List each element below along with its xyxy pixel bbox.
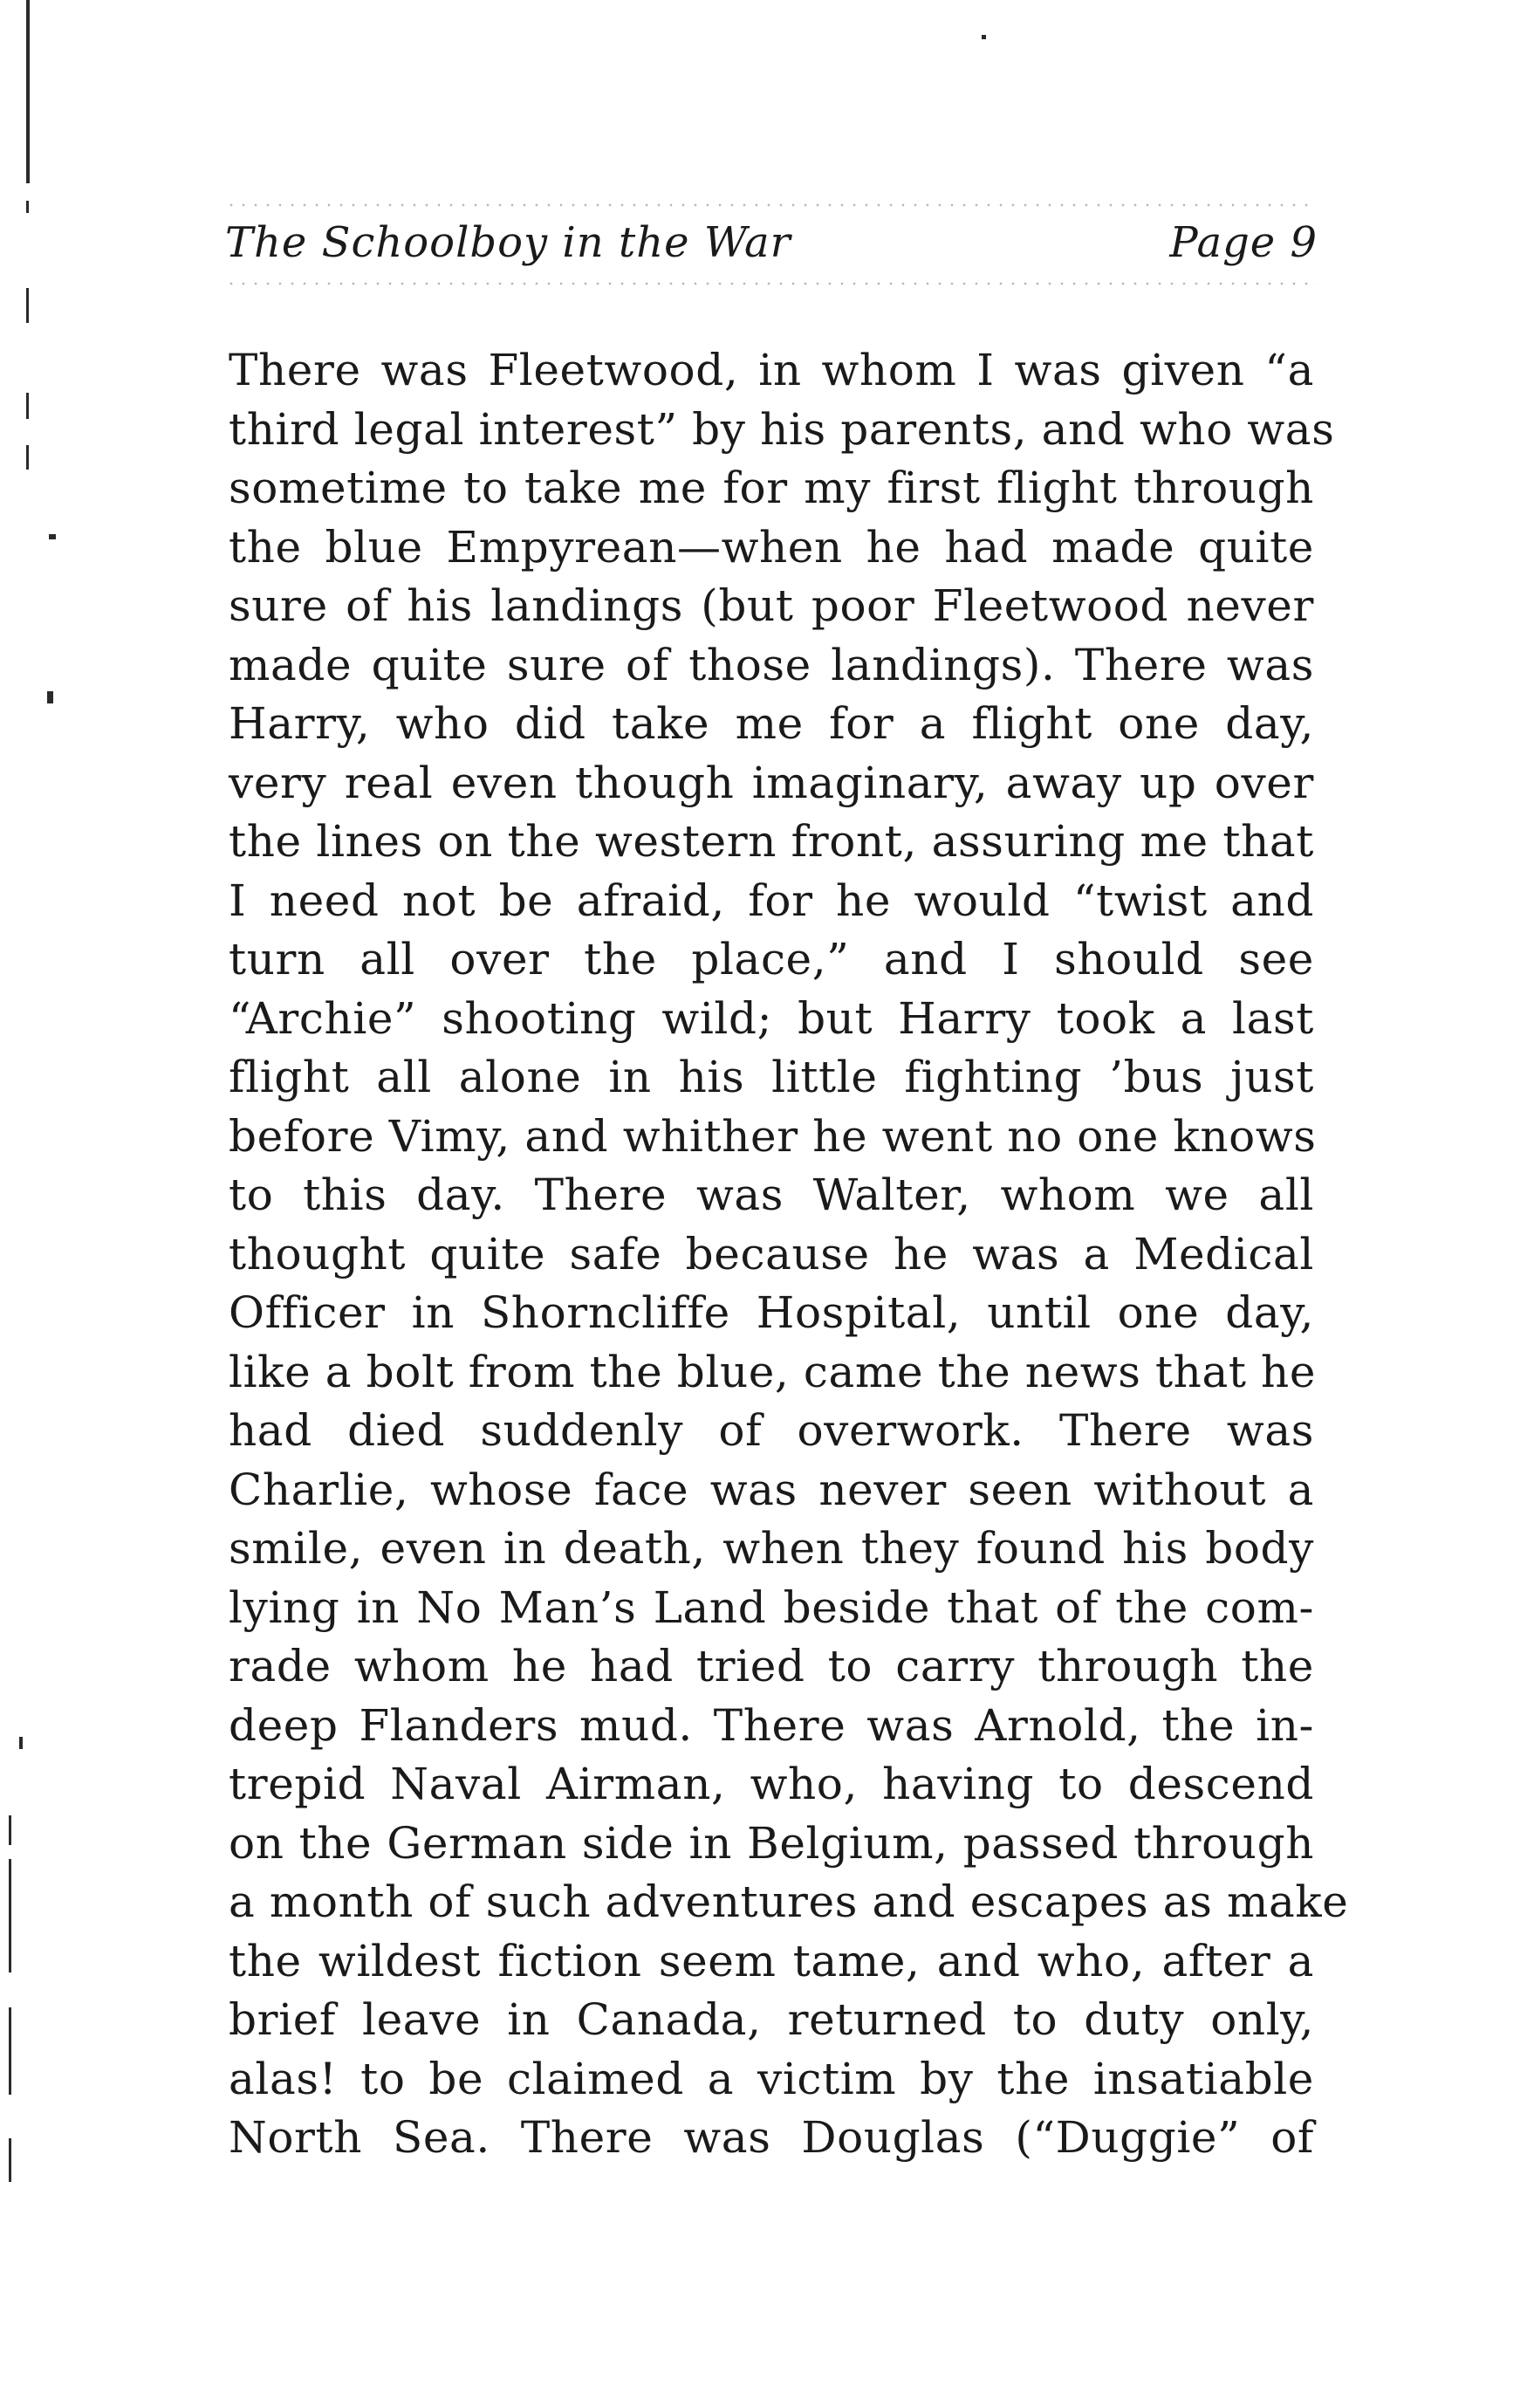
- text-line: sometime to take me for my first flight through: [229, 463, 1314, 513]
- text-line: made quite sure of those landings). There was: [229, 639, 1314, 690]
- text-line: Charlie, whose face was never seen without a: [229, 1464, 1314, 1515]
- text-line: a month of such adventures and escapes as make: [229, 1876, 1349, 1927]
- text-line: Harry, who did take me for a flight one day,: [229, 698, 1314, 749]
- text-line: the lines on the western front, assuring me that: [229, 816, 1314, 867]
- header-dot-rule-top: [225, 202, 1318, 208]
- text-line: had died suddenly of overwork. There was: [229, 1405, 1314, 1456]
- text-line: like a bolt from the blue, came the news that he: [229, 1346, 1317, 1397]
- text-line: turn all over the place,” and I should see: [229, 934, 1314, 984]
- text-line: smile, even in death, when they found his body: [229, 1523, 1314, 1574]
- text-line: flight all alone in his little fighting ’bus just: [229, 1052, 1314, 1102]
- scan-margin-marks: [0, 0, 52, 2408]
- page-number: Page 9: [1169, 218, 1318, 267]
- text-line: North Sea. There was Douglas (“Duggie” of: [229, 2112, 1314, 2163]
- body-paragraph: [229, 341, 1349, 2168]
- text-line: alas! to be claimed a victim by the insatiable: [229, 2053, 1314, 2104]
- text-line: deep Flanders mud. There was Arnold, the in-: [229, 1699, 1314, 1751]
- running-head-title: The Schoolboy in the War: [225, 218, 791, 267]
- text-line: “Archie” shooting wild; but Harry took a last: [229, 992, 1314, 1044]
- text-line: on the German side in Belgium, passed through: [229, 1817, 1314, 1869]
- text-line: trepid Naval Airman, who, having to descend: [229, 1759, 1314, 1809]
- text-line: There was Fleetwood, in whom I was given “a: [229, 345, 1314, 395]
- text-line: I need not be afraid, for he would “twist and: [229, 875, 1314, 926]
- text-line: the wildest fiction seem tame, and who, after a: [229, 1935, 1314, 1986]
- text-line: thought quite safe because he was a Medical: [229, 1228, 1314, 1279]
- text-line: lying in No Man’s Land beside that of the com-: [229, 1581, 1314, 1633]
- text-line: to this day. There was Walter, whom we all: [229, 1170, 1314, 1220]
- text-line: before Vimy, and whither he went no one knows: [229, 1110, 1317, 1162]
- header-dot-rule-bottom: [225, 281, 1318, 286]
- text-line: Officer in Shorncliffe Hospital, until one day,: [229, 1287, 1314, 1338]
- text-line: third legal interest” by his parents, and who was: [229, 403, 1335, 455]
- text-line: the blue Empyrean—when he had made quite: [229, 521, 1314, 573]
- text-line: very real even though imaginary, away up over: [229, 757, 1314, 808]
- text-line: brief leave in Canada, returned to duty only,: [229, 1994, 1314, 2045]
- text-line: sure of his landings (but poor Fleetwood never: [229, 580, 1314, 631]
- text-line: rade whom he had tried to carry through the: [229, 1641, 1314, 1691]
- running-head: [225, 218, 1318, 279]
